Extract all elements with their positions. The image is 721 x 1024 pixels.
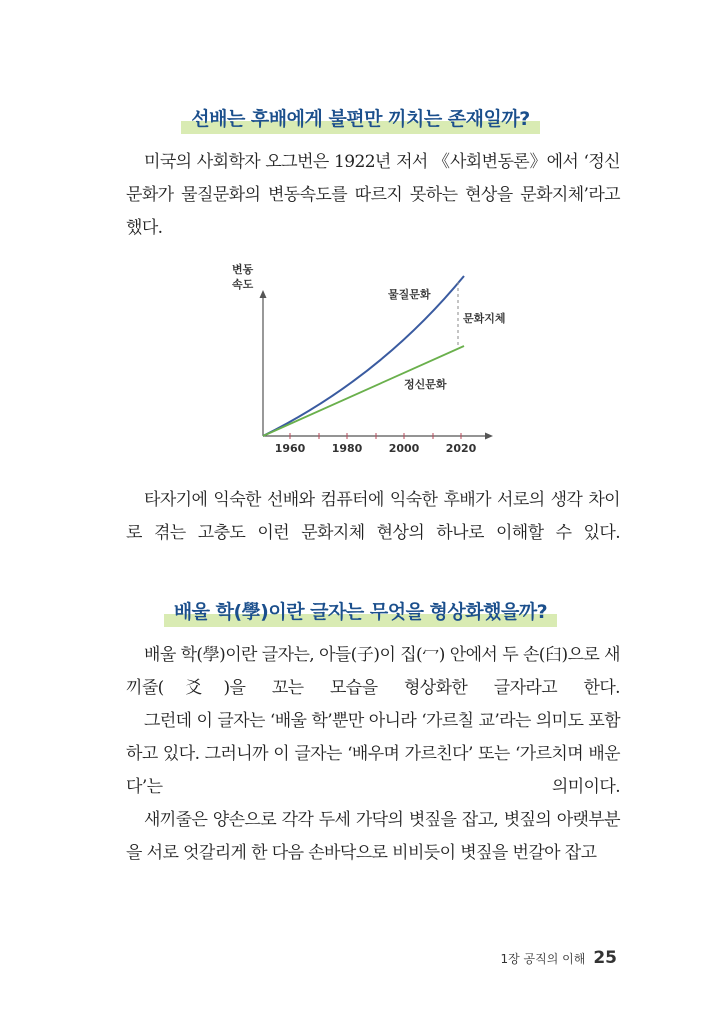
section2-paragraph-3-text: 새끼줄은 양손으로 각각 두세 가닥의 볏짚을 잡고, 볏짚의 아랫부분을 서로 엇갈리게 한 다음 손바닥으로 비비듯이 볏짚을 번갈아 잡고: [126, 810, 620, 863]
chart-annotation-label: 문화지체: [463, 312, 506, 325]
section1-paragraph-1-text: 미국의 사회학자 오그번은 1922년 저서 《사회변동론》에서 ‘정신문화가 물질문화의 변동속도를 따르지 못하는 현상을 문화지체’라고 했다.: [126, 152, 620, 238]
chart-series-material-line: [263, 276, 464, 436]
section2-paragraph-1: [126, 639, 620, 705]
footer-chapter: 1장 공직의 이해: [500, 952, 586, 966]
chart-x-tick-label: 1960: [274, 442, 306, 455]
section2-heading-wrap: [0, 597, 721, 624]
section2-paragraph-2: [126, 705, 620, 804]
chart-tick-labels: [275, 442, 477, 455]
chart-series-label-material: 물질문화: [388, 288, 431, 301]
chart-x-tick-label: 2000: [388, 442, 420, 455]
section1-paragraph-2-text: 타자기에 익숙한 선배와 컴퓨터에 익숙한 후배가 서로의 생각 차이로 겪는 고충도 이런 문화지체 현상의 하나로 이해할 수 있다.: [126, 490, 620, 543]
section2-paragraph-2-text: 그런데 이 글자는 ‘배울 학’뿐만 아니라 ‘가르칠 교’라는 의미도 포함하고 있다. 그러니까 이 글자는 ‘배우며 가르친다’ 또는 ‘가르치며 배운다’는 의미이다.: [126, 711, 620, 797]
section1-paragraph-1: [126, 146, 620, 245]
chart-series-spiritual-line: [263, 346, 464, 436]
page-footer: [501, 948, 618, 968]
chart-y-axis-arrow: [260, 290, 267, 298]
chart-ylabel-line2: 속도: [232, 278, 254, 291]
section1-paragraph-2: [126, 484, 620, 550]
section1-heading: 선배는 후배에게 불편만 끼치는 존재일까?: [181, 104, 540, 131]
section1-heading-wrap: [0, 104, 721, 131]
culture-lag-chart: [220, 258, 510, 458]
chart-series-label-spiritual: 정신문화: [404, 378, 447, 391]
chart-x-tick-label: 1980: [331, 442, 363, 455]
section2-paragraph-3: [126, 804, 620, 870]
chart-x-axis-arrow: [485, 433, 493, 440]
page-number: 25: [593, 948, 617, 968]
section2-heading: 배울 학(學)이란 글자는 무엇을 형상화했을까?: [164, 597, 557, 624]
chart-ylabel-line1: 변동: [232, 263, 254, 276]
section2-paragraph-1-text: 배울 학(學)이란 글자는, 아들(子)이 집(冖) 안에서 두 손(臼)으로 새끼줄(爻)을 꼬는 모습을 형상화한 글자라고 한다.: [126, 645, 620, 698]
chart-x-tick-label: 2020: [445, 442, 477, 455]
